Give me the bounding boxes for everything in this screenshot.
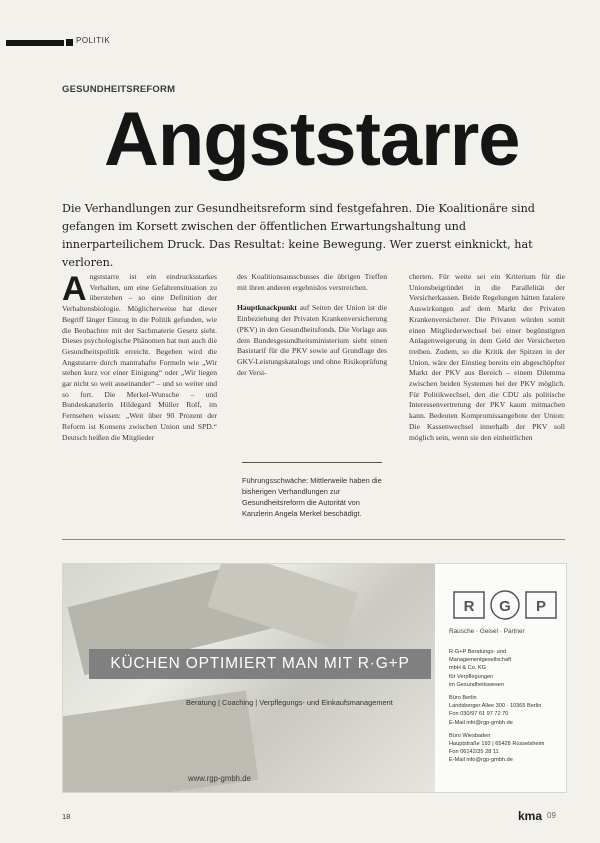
section-label: POLITIK xyxy=(76,36,111,45)
office-line: Fon 030/97 61 97 72 70 xyxy=(449,711,509,718)
svg-text:G: G xyxy=(499,598,511,615)
subhead-keyword: Hauptknackpunkt xyxy=(237,303,297,313)
office-line: E-Mail info@rgp-gmbh.de xyxy=(449,757,513,764)
company-line: Managementgesellschaft xyxy=(449,657,512,664)
office-line: Büro Berlin xyxy=(449,695,477,702)
ad-contact-info xyxy=(449,648,563,770)
office-line: Fon 06142/35 28 11 xyxy=(449,749,499,756)
ad-website-link[interactable]: www.rgp-gmbh.de xyxy=(188,774,251,783)
magazine-logo: kma xyxy=(518,809,543,823)
section-bar xyxy=(6,40,64,46)
company-line: mbH & Co. KG xyxy=(449,665,486,672)
column-2-paragraph-2 xyxy=(237,303,387,378)
office-line: Büro Wiesbaden xyxy=(449,732,491,739)
office-line: Landsberger Allee 300 · 10365 Berlin xyxy=(449,703,542,710)
svg-text:P: P xyxy=(535,598,547,615)
company-line: für Verpflegungen xyxy=(449,673,494,680)
column-1-text: ngststarre ist ein eindrucksstarkes Verhalten, um eine Gefahrensituation zu überstehen – so eine Definition der Verhaltensbiologie. Möglicherweise hat dieser Begriff länger Einzug in die Politik gefunden, wie die Beobachter mit der Sachmaterie Gesetz sieht. Dieses psychologische Phänomen hat nun auch die Gesundheitspolitik erreicht. Begeben wird die Angststarre durch mantrahafte Formeln wie „Wir stehen kurz vor einer Einigung“ oder „Wir liegen gar nicht so weit auseinander“ – und so weiter und so fort. Die Merkel-Wunsche – und Bundeskanzlerin Hildegard Müller Rolf, im Fernsehen wissen: „Weit über 90 Prozent der Reform ist Konsens zwischen Union und SPD.“ Deutsch heißen die Mitglieder xyxy=(62,272,217,442)
ad-services: Beratung | Coaching | Verpflegungs- und Einkaufsmanagement xyxy=(186,698,393,707)
svg-text:R: R xyxy=(463,598,475,615)
company-block xyxy=(449,648,563,689)
section-marker xyxy=(66,39,73,46)
pull-quote: Führungsschwäche: Mittlerweile haben die bisherigen Verhandlungen zur Gesundheitsreform die Autorität von Kanzlerin Angela Merkel beschädigt. xyxy=(242,462,382,519)
article-column-1 xyxy=(62,272,217,532)
article-lead: Die Verhandlungen zur Gesundheitsreform sind festgefahren. Die Koalitionäre sind gefangen im Korsett zwischen der öffentlichen Erwartungshaltung und innerparteilichem Druck. Das Resultat: keine Bewegung. Wer zuerst einknickt, hat verloren. xyxy=(62,202,535,269)
column-2-paragraph-1: des Koalitionsausschusses die übrigen Treffen mit ihren anderen ergebnislos verstreichen. xyxy=(237,272,387,292)
article-title: Angststarre xyxy=(104,97,520,182)
issue-number: 09 xyxy=(547,811,556,820)
article-column-3 xyxy=(409,272,565,532)
company-line: im Gesundheitswesen xyxy=(449,681,505,688)
office-line: E-Mail info@rgp-gmbh.de xyxy=(449,719,513,726)
department-label: GESUNDHEITSREFORM xyxy=(62,84,176,95)
column-2-paragraph-2-text: auf Seiten der Union ist die Einbeziehung der Privaten Krankenversicherung (PKV) in den Gesundheitsfonds. Die Vorlage aus dem Bundesgesundheitsministerium sieht einen Basistarif für die PKV sowie auf Grundlage des GKV-Leistungskatalogs und ohne Risikoprüfung der Versi- xyxy=(237,303,387,377)
office-wiesbaden xyxy=(449,732,563,765)
ad-headline-banner: KÜCHEN OPTIMIERT MAN MIT R·G+P xyxy=(89,649,431,679)
page-number: 18 xyxy=(62,812,71,821)
section-divider xyxy=(62,539,565,540)
company-line: R·G+P Beratungs- und xyxy=(449,649,506,655)
office-line: Hauptstraße 193 | 65428 Rüsselsheim xyxy=(449,741,545,748)
office-berlin xyxy=(449,694,563,727)
logo-subtitle: Rausche · Geisel · Partner xyxy=(449,628,525,635)
advertisement xyxy=(62,563,567,793)
column-3-text: cherten. Für weite sei ein Kriterium für die Unionsbeigründet in die Parallelität der Versicherkassen. Beide Regelungen hätten fatalere Auswirkungen auf dem Markt der Privaten Krankenversicherer. Die Privaten würden somit einen Mitgliederwechsel bei einer begünstigten Anlagenweigerung in dem Geld der Versicherten treiben. Zudem, so die Kritik der Spitzen in der Union, wäre der Einstieg bereits ein abgeschöpfter Markt der PKV aus Bereich – einem Dilemma zwischen beiden Systemen bei der PKV möglich. Für Politikwechsel, den die CDU als politische Interessenvertretung der PKV kaum mitmachen kann. Bedeuten Kompromissangebote der Union: Die Kassenwechsel innerhalb der PKV soll möglich sein, wenn sie den einheitlichen xyxy=(409,272,565,442)
drop-cap: A xyxy=(62,272,87,308)
rgp-logo-icon xyxy=(453,588,557,622)
